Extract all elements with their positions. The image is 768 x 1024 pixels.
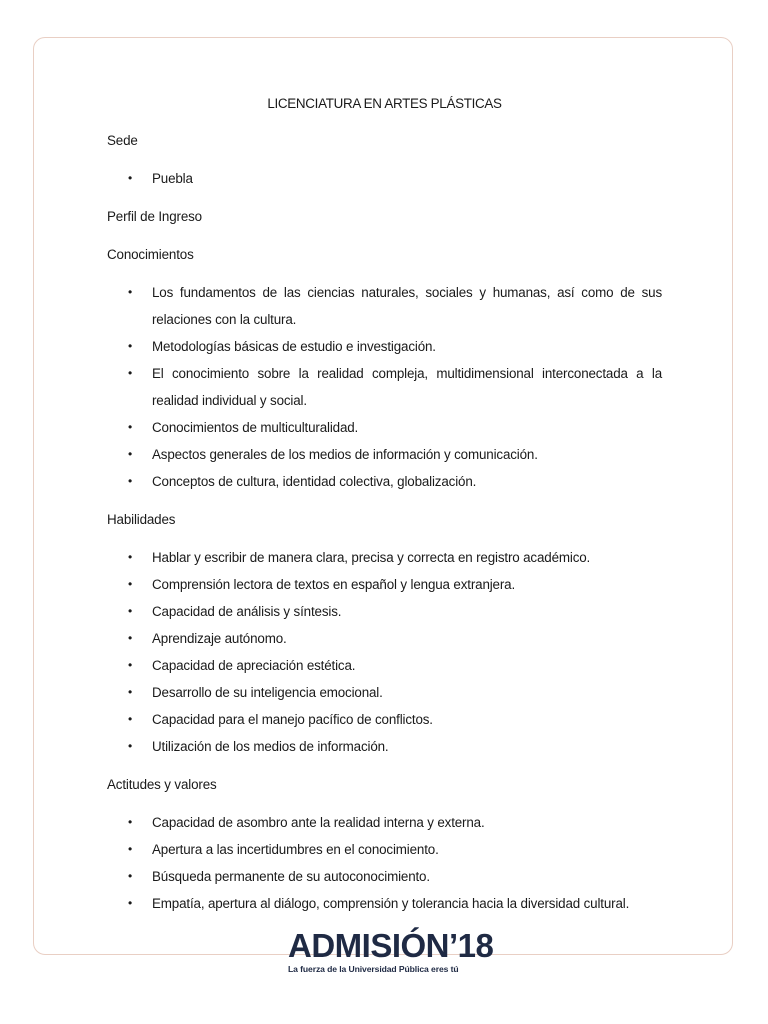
list-item: • Capacidad de análisis y síntesis. (107, 598, 662, 625)
section-habilidades (107, 506, 662, 760)
bullet-icon: • (128, 739, 133, 753)
bullet-icon: • (128, 474, 133, 488)
bullet-icon: • (128, 420, 133, 434)
document-body (107, 90, 662, 928)
list-item: • Puebla (107, 165, 662, 192)
admision-logo (288, 927, 494, 975)
bullet-icon: • (128, 712, 133, 726)
list-item: • Capacidad de apreciación estética. (107, 652, 662, 679)
actitudes-list (107, 809, 662, 917)
list-item: • Conceptos de cultura, identidad colectiva, globalización. (107, 468, 662, 495)
section-heading: Habilidades (107, 512, 176, 527)
section-heading: Perfil de Ingreso (107, 209, 202, 224)
list-item: • Hablar y escribir de manera clara, precisa y correcta en registro académico. (107, 544, 662, 571)
list-item: • El conocimiento sobre la realidad compleja, multidimensional interconectada a la realidad individual y social. (107, 360, 662, 414)
section-actitudes (107, 771, 662, 917)
section-perfil (107, 203, 662, 230)
bullet-icon: • (128, 658, 133, 672)
habilidades-list (107, 544, 662, 760)
footer (0, 920, 768, 990)
bullet-icon: • (128, 896, 133, 910)
list-item: • Conocimientos de multiculturalidad. (107, 414, 662, 441)
document-title: LICENCIATURA EN ARTES PLÁSTICAS (267, 96, 502, 111)
bullet-icon: • (128, 869, 133, 883)
section-heading: Actitudes y valores (107, 777, 217, 792)
bullet-icon: • (128, 604, 133, 618)
list-item: • Aspectos generales de los medios de información y comunicación. (107, 441, 662, 468)
conocimientos-list (107, 279, 662, 495)
section-conocimientos (107, 241, 662, 495)
logo-wordmark: ADMISIÓN’18 (288, 927, 494, 964)
bullet-icon: • (128, 366, 133, 380)
bullet-icon: • (128, 631, 133, 645)
list-item: • Apertura a las incertidumbres en el conocimiento. (107, 836, 662, 863)
logo-tagline: La fuerza de la Universidad Pública eres tú (288, 964, 459, 974)
bullet-icon: • (128, 550, 133, 564)
bullet-icon: • (128, 339, 133, 353)
bullet-icon: • (128, 685, 133, 699)
list-item: • Utilización de los medios de información. (107, 733, 662, 760)
bullet-icon: • (128, 285, 133, 299)
list-item: • Capacidad de asombro ante la realidad interna y externa. (107, 809, 662, 836)
list-item: • Los fundamentos de las ciencias naturales, sociales y humanas, así como de sus relaciones con la cultura. (107, 279, 662, 333)
sede-list (107, 165, 662, 192)
list-item: • Desarrollo de su inteligencia emocional. (107, 679, 662, 706)
section-sede (107, 127, 662, 192)
list-item: • Empatía, apertura al diálogo, comprensión y tolerancia hacia la diversidad cultural. (107, 890, 662, 917)
bullet-icon: • (128, 171, 133, 185)
bullet-icon: • (128, 577, 133, 591)
list-item: • Metodologías básicas de estudio e investigación. (107, 333, 662, 360)
bullet-icon: • (128, 815, 133, 829)
section-heading: Sede (107, 133, 138, 148)
list-item: • Capacidad para el manejo pacífico de conflictos. (107, 706, 662, 733)
bullet-icon: • (128, 447, 133, 461)
bullet-icon: • (128, 842, 133, 856)
section-heading: Conocimientos (107, 247, 194, 262)
list-item: • Comprensión lectora de textos en español y lengua extranjera. (107, 571, 662, 598)
list-item: • Aprendizaje autónomo. (107, 625, 662, 652)
list-item: • Búsqueda permanente de su autoconocimiento. (107, 863, 662, 890)
